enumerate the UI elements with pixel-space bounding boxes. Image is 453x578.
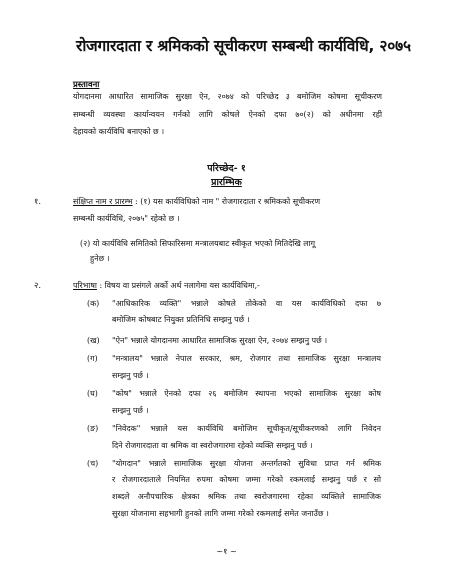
item-cha-line-4: सुरक्षा योजनामा सहभागी हुनको लागि जम्मा गरेको रकमलाई समेत जनाउँछ ।	[112, 509, 329, 518]
section-1-line-1	[73, 196, 320, 207]
section-2-number: २.	[34, 280, 42, 290]
item-cha-line-3: शब्दले अनौपचारिक क्षेत्रका श्रमिक तथा स्वरोजगारमा रहेका व्यक्तिले सामाजिक	[112, 492, 381, 501]
item-gha-label: (घ)	[87, 389, 98, 398]
page-number: ~१ ~	[216, 546, 237, 556]
item-ka-line-2: बमोजिम कोषबाट नियुक्त प्रतिनिधि सम्झनु पर्छ ।	[112, 315, 250, 324]
item-ka-label: (क)	[87, 299, 100, 308]
preamble-line-2: सम्बन्धी व्यवस्था कार्यान्वयन गर्नको लागि कोषले ऐनको दफा ७०(२) को अधीनमा रही	[73, 110, 382, 119]
section-1-text: : (१) यस कार्यविधिको नाम " रोजगारदाता र श्रमिकको सूचीकरण	[132, 197, 321, 206]
section-1-line-2: सम्बन्धी कार्यविधि, २०७५" रहेको छ ।	[73, 214, 180, 223]
item-nga-line-2: दिने रोजगारदाता वा श्रमिक वा स्वरोजगारमा रहेको व्यक्ति सम्झनु पर्छ ।	[112, 441, 313, 450]
section-2-line-1	[73, 280, 260, 291]
chapter-number: परिच्छेद- १	[207, 163, 246, 174]
subsection-2-line-1: (२) यो कार्यविधि समितिको सिफारिसमा मन्त्रालयबाट स्वीकृत भएको मितिदेखि लागू	[80, 239, 316, 248]
preamble-line-1: योगदानमा आधारित सामाजिक सुरक्षा ऐन, २०७४ को परिच्छेद ३ बमोजिम कोषमा सूचीकरण	[73, 92, 382, 101]
item-cha-line-1: "योगदान" भन्नाले सामाजिक सुरक्षा योजना अन्तर्गतको सुविधा प्राप्त गर्न श्रमिक	[112, 459, 381, 468]
item-cha-line-2: र रोजगारदाताले नियमित रुपमा कोषमा जम्मा गरेको रकमलाई सम्झनु पर्छ र सो	[112, 475, 381, 484]
section-2-heading: परिभाषा	[73, 281, 97, 290]
section-1-heading: संक्षिप्त नाम र प्रारम्भ	[73, 197, 133, 206]
item-ga-label: (ग)	[87, 354, 98, 363]
subsection-2-line-2: हुनेछ ।	[90, 254, 110, 263]
section-1-number: १.	[34, 196, 42, 206]
item-cha-label: (च)	[87, 459, 99, 468]
preamble-line-3: देहायको कार्यविधि बनाएको छ ।	[73, 127, 165, 136]
item-gha-line-1: "कोष" भन्नाले ऐनको दफा २६ बमोजिम स्थापना भएको सामाजिक सुरक्षा कोष	[112, 389, 381, 398]
chapter-title: प्रारम्भिक	[211, 177, 242, 188]
document-title: रोजगारदाता र श्रमिकको सूचीकरण सम्बन्धी कार्यविधि, २०७५	[76, 37, 411, 55]
item-ga-line-2: सम्झनु पर्छ ।	[112, 371, 149, 380]
item-kha-line-1: "ऐन" भन्नाले योगदानमा आधारित सामाजिक सुरक्षा ऐन, २०७४ सम्झनु पर्छ ।	[112, 336, 328, 345]
item-gha-line-2: सम्झनु पर्छ ।	[112, 406, 149, 415]
preamble-heading: प्रस्तावना	[73, 79, 100, 89]
item-ga-line-1: "मन्त्रालय" भन्नाले नेपाल सरकार, श्रम, रोजगार तथा सामाजिक सुरक्षा मन्त्रालय	[112, 354, 381, 363]
item-nga-line-1: "निवेदक" भन्नाले यस कार्यविधि बमोजिम सूचीकृत/सूचीकरणको लागि निवेदन	[112, 424, 381, 433]
item-ka-line-1: "आधिकारिक व्यक्ति" भन्नाले कोषले तोकेको वा यस कार्यविधिको दफा ७	[112, 299, 381, 308]
item-nga-label: (ङ)	[87, 424, 99, 433]
section-2-text: : विषय वा प्रसंगले अर्को अर्थ नलागेमा यस कार्यविधिमा,-	[96, 281, 260, 290]
item-kha-label: (ख)	[87, 336, 100, 345]
